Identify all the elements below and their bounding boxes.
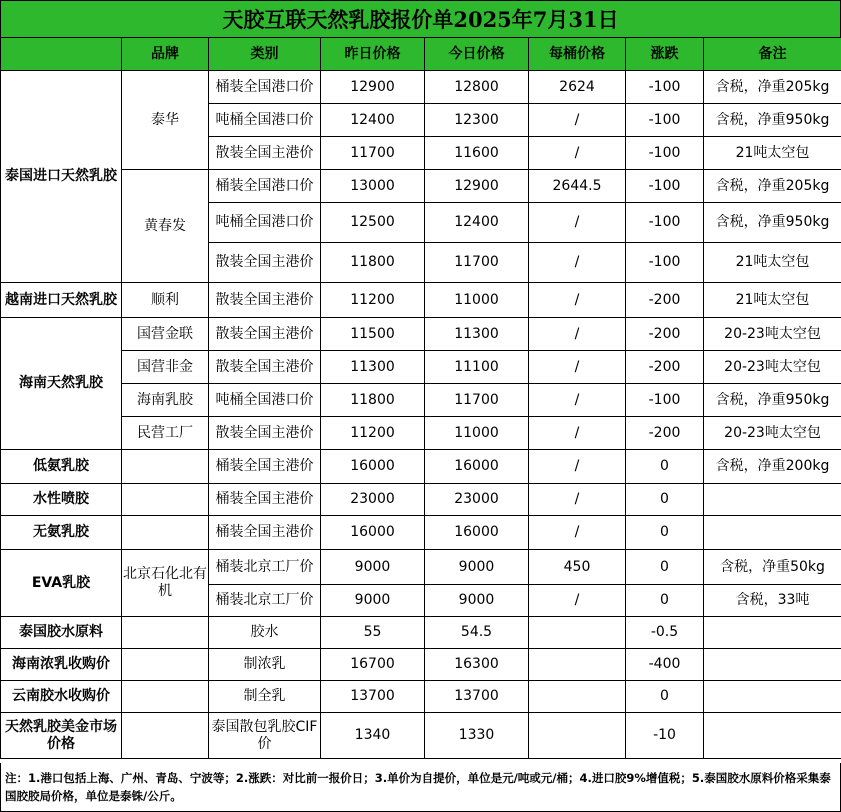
- per-barrel-price-cell: /: [529, 484, 626, 516]
- change-cell: -10: [626, 713, 704, 759]
- yesterday-price-cell: 9000: [321, 550, 425, 585]
- category-cell: 吨桶全国港口价: [209, 384, 321, 417]
- today-price-cell: 12900: [425, 170, 529, 203]
- yesterday-price-cell: 13000: [321, 170, 425, 203]
- note-cell: [704, 681, 841, 713]
- category-cell: 桶装全国港口价: [209, 71, 321, 104]
- today-price-cell: 9000: [425, 550, 529, 585]
- table-row: [1, 170, 841, 203]
- note-cell: [704, 617, 841, 649]
- footnote: 注：1.港口包括上海、广州、青岛、宁波等；2.涨跌：对比前一报价日；3.单价为自提价，单位是元/吨或元/桶；4.进口胶9%增值税；5.泰国胶水原料价格采集泰国胶胶局价格，单位是泰铢/公斤。: [0, 763, 841, 812]
- brand-cell: [122, 713, 209, 759]
- group-name-cell: 云南胶水收购价: [1, 681, 122, 713]
- yesterday-price-cell: 11800: [321, 384, 425, 417]
- change-cell: 0: [626, 681, 704, 713]
- category-cell: 桶装全国主港价: [209, 516, 321, 550]
- group-name-cell: 天然乳胶美金市场价格: [1, 713, 122, 759]
- today-price-cell: 13700: [425, 681, 529, 713]
- today-price-cell: 11600: [425, 137, 529, 170]
- group-name-cell: 海南浓乳收购价: [1, 649, 122, 681]
- today-price-cell: 1330: [425, 713, 529, 759]
- today-price-cell: 23000: [425, 484, 529, 516]
- today-price-cell: 11700: [425, 243, 529, 283]
- change-cell: 0: [626, 550, 704, 585]
- yesterday-price-cell: 11800: [321, 243, 425, 283]
- yesterday-price-cell: 12500: [321, 203, 425, 243]
- note-cell: 21吨太空包: [704, 243, 841, 283]
- table-row: [1, 681, 841, 713]
- today-price-cell: 11700: [425, 384, 529, 417]
- change-cell: -200: [626, 318, 704, 351]
- brand-cell: [122, 681, 209, 713]
- per-barrel-price-cell: [529, 649, 626, 681]
- note-cell: 含税，净重950kg: [704, 203, 841, 243]
- change-cell: -100: [626, 170, 704, 203]
- note-cell: 20-23吨太空包: [704, 351, 841, 384]
- per-barrel-price-cell: /: [529, 283, 626, 318]
- change-cell: -100: [626, 104, 704, 137]
- table-body: [1, 71, 841, 759]
- group-name-cell: 泰国进口天然乳胶: [1, 71, 122, 283]
- change-cell: 0: [626, 484, 704, 516]
- yesterday-price-cell: 13700: [321, 681, 425, 713]
- change-cell: 0: [626, 585, 704, 617]
- today-price-cell: 12300: [425, 104, 529, 137]
- per-barrel-price-cell: 2644.5: [529, 170, 626, 203]
- note-cell: [704, 484, 841, 516]
- note-cell: 21吨太空包: [704, 283, 841, 318]
- table-row: [1, 713, 841, 759]
- change-cell: -200: [626, 283, 704, 318]
- per-barrel-price-cell: [529, 713, 626, 759]
- brand-cell: 民营工厂: [122, 417, 209, 450]
- today-price-cell: 11000: [425, 417, 529, 450]
- price-table: [0, 37, 841, 759]
- header-cell-brand: 品牌: [122, 38, 209, 71]
- per-barrel-price-cell: /: [529, 516, 626, 550]
- today-price-cell: 12400: [425, 203, 529, 243]
- category-cell: 桶装全国港口价: [209, 170, 321, 203]
- note-cell: [704, 713, 841, 759]
- table-row: [1, 384, 841, 417]
- change-cell: 0: [626, 516, 704, 550]
- note-cell: 含税，净重950kg: [704, 384, 841, 417]
- brand-cell: 北京石化北有机: [122, 550, 209, 617]
- category-cell: 散装全国主港价: [209, 243, 321, 283]
- header-cell-today: 今日价格: [425, 38, 529, 71]
- header-cell-group: [1, 38, 122, 71]
- today-price-cell: 16000: [425, 516, 529, 550]
- group-name-cell: 越南进口天然乳胶: [1, 283, 122, 318]
- today-price-cell: 11000: [425, 283, 529, 318]
- note-cell: [704, 649, 841, 681]
- today-price-cell: 9000: [425, 585, 529, 617]
- yesterday-price-cell: 11300: [321, 351, 425, 384]
- category-cell: 吨桶全国港口价: [209, 104, 321, 137]
- today-price-cell: 11300: [425, 318, 529, 351]
- brand-cell: [122, 450, 209, 484]
- yesterday-price-cell: 16000: [321, 516, 425, 550]
- header-cell-per-barrel: 每桶价格: [529, 38, 626, 71]
- table-row: [1, 450, 841, 484]
- yesterday-price-cell: 12900: [321, 71, 425, 104]
- header-cell-change: 涨跌: [626, 38, 704, 71]
- note-cell: 21吨太空包: [704, 137, 841, 170]
- per-barrel-price-cell: /: [529, 243, 626, 283]
- change-cell: -200: [626, 417, 704, 450]
- category-cell: 泰国散包乳胶CIF价: [209, 713, 321, 759]
- header-row: [1, 38, 841, 71]
- per-barrel-price-cell: /: [529, 137, 626, 170]
- today-price-cell: 16300: [425, 649, 529, 681]
- change-cell: -100: [626, 203, 704, 243]
- note-cell: 20-23吨太空包: [704, 417, 841, 450]
- table-row: [1, 417, 841, 450]
- header-cell-category: 类别: [209, 38, 321, 71]
- category-cell: 胶水: [209, 617, 321, 649]
- yesterday-price-cell: 1340: [321, 713, 425, 759]
- brand-cell: 海南乳胶: [122, 384, 209, 417]
- per-barrel-price-cell: /: [529, 384, 626, 417]
- category-cell: 桶装全国主港价: [209, 450, 321, 484]
- category-cell: 散装全国主港价: [209, 351, 321, 384]
- brand-cell: [122, 617, 209, 649]
- change-cell: 0: [626, 450, 704, 484]
- group-name-cell: 海南天然乳胶: [1, 318, 122, 450]
- yesterday-price-cell: 11200: [321, 283, 425, 318]
- brand-cell: 国营非金: [122, 351, 209, 384]
- note-cell: 20-23吨太空包: [704, 318, 841, 351]
- per-barrel-price-cell: /: [529, 450, 626, 484]
- change-cell: -400: [626, 649, 704, 681]
- note-cell: 含税，净重950kg: [704, 104, 841, 137]
- group-name-cell: 泰国胶水原料: [1, 617, 122, 649]
- brand-cell: [122, 516, 209, 550]
- change-cell: -100: [626, 384, 704, 417]
- yesterday-price-cell: 12400: [321, 104, 425, 137]
- note-cell: [704, 516, 841, 550]
- note-cell: 含税，净重205kg: [704, 71, 841, 104]
- yesterday-price-cell: 11200: [321, 417, 425, 450]
- per-barrel-price-cell: /: [529, 318, 626, 351]
- category-cell: 桶装北京工厂价: [209, 550, 321, 585]
- header-cell-note: 备注: [704, 38, 841, 71]
- per-barrel-price-cell: /: [529, 104, 626, 137]
- today-price-cell: 12800: [425, 71, 529, 104]
- group-name-cell: 低氨乳胶: [1, 450, 122, 484]
- per-barrel-price-cell: 2624: [529, 71, 626, 104]
- yesterday-price-cell: 23000: [321, 484, 425, 516]
- group-name-cell: 水性喷胶: [1, 484, 122, 516]
- change-cell: -100: [626, 137, 704, 170]
- note-cell: 含税，33吨: [704, 585, 841, 617]
- table-row: [1, 516, 841, 550]
- category-cell: 制浓乳: [209, 649, 321, 681]
- table-row: [1, 283, 841, 318]
- brand-cell: [122, 484, 209, 516]
- today-price-cell: 16000: [425, 450, 529, 484]
- category-cell: 散装全国主港价: [209, 137, 321, 170]
- yesterday-price-cell: 55: [321, 617, 425, 649]
- change-cell: -100: [626, 71, 704, 104]
- note-cell: 含税，净重205kg: [704, 170, 841, 203]
- table-row: [1, 649, 841, 681]
- header-cell-yesterday: 昨日价格: [321, 38, 425, 71]
- per-barrel-price-cell: /: [529, 203, 626, 243]
- table-row: [1, 550, 841, 585]
- brand-cell: 国营金联: [122, 318, 209, 351]
- sheet-title: 天胶互联天然乳胶报价单2025年7月31日: [0, 0, 841, 37]
- per-barrel-price-cell: /: [529, 585, 626, 617]
- today-price-cell: 54.5: [425, 617, 529, 649]
- category-cell: 桶装全国主港价: [209, 484, 321, 516]
- per-barrel-price-cell: /: [529, 351, 626, 384]
- brand-cell: 泰华: [122, 71, 209, 170]
- yesterday-price-cell: 11500: [321, 318, 425, 351]
- change-cell: -200: [626, 351, 704, 384]
- per-barrel-price-cell: 450: [529, 550, 626, 585]
- note-cell: 含税，净重200kg: [704, 450, 841, 484]
- group-name-cell: EVA乳胶: [1, 550, 122, 617]
- category-cell: 散装全国主港价: [209, 283, 321, 318]
- table-row: [1, 351, 841, 384]
- per-barrel-price-cell: [529, 681, 626, 713]
- yesterday-price-cell: 16000: [321, 450, 425, 484]
- group-name-cell: 无氨乳胶: [1, 516, 122, 550]
- category-cell: 制全乳: [209, 681, 321, 713]
- yesterday-price-cell: 16700: [321, 649, 425, 681]
- category-cell: 散装全国主港价: [209, 417, 321, 450]
- brand-cell: [122, 649, 209, 681]
- table-row: [1, 617, 841, 649]
- per-barrel-price-cell: [529, 617, 626, 649]
- change-cell: -100: [626, 243, 704, 283]
- yesterday-price-cell: 11700: [321, 137, 425, 170]
- brand-cell: 顺利: [122, 283, 209, 318]
- today-price-cell: 11100: [425, 351, 529, 384]
- brand-cell: 黄春发: [122, 170, 209, 283]
- change-cell: -0.5: [626, 617, 704, 649]
- table-row: [1, 484, 841, 516]
- note-cell: 含税，净重50kg: [704, 550, 841, 585]
- category-cell: 桶装北京工厂价: [209, 585, 321, 617]
- category-cell: 散装全国主港价: [209, 318, 321, 351]
- category-cell: 吨桶全国港口价: [209, 203, 321, 243]
- per-barrel-price-cell: /: [529, 417, 626, 450]
- table-row: [1, 318, 841, 351]
- yesterday-price-cell: 9000: [321, 585, 425, 617]
- table-row: [1, 71, 841, 104]
